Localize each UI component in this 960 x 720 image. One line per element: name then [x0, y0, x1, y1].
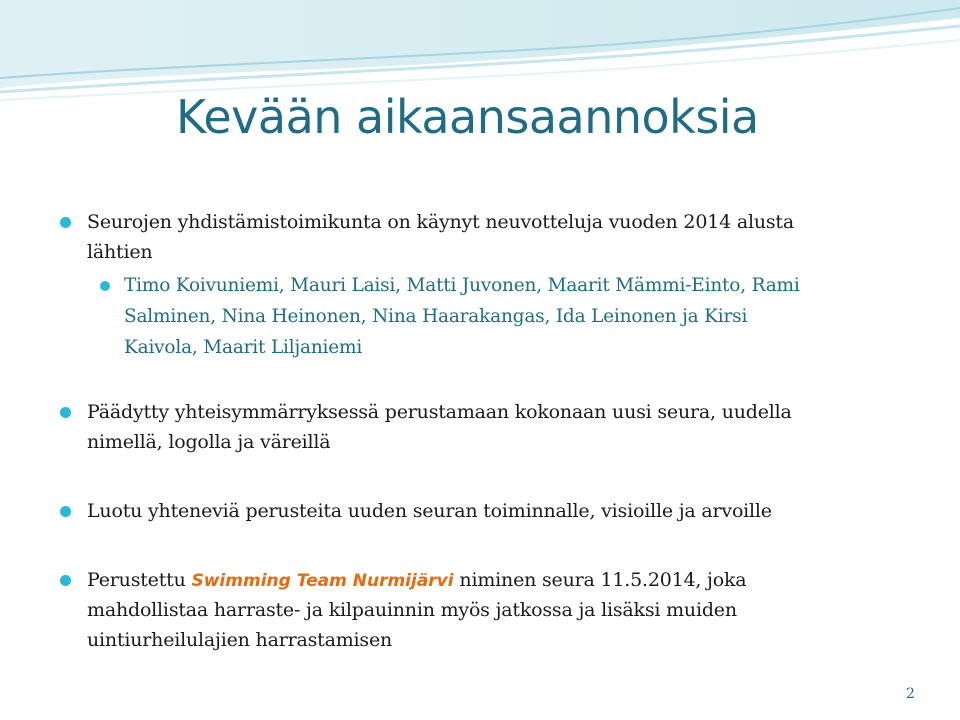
bullet-icon	[60, 217, 71, 228]
sub-bullet-text-line: Salminen, Nina Heinonen, Nina Haarakangas, Ida Leinonen ja Kirsi	[124, 306, 748, 327]
bullet-text-suffix: niminen seura 11.5.2014, joka	[453, 569, 747, 591]
page-number: 2	[906, 686, 915, 702]
bullet-text-line: lähtien	[87, 241, 153, 263]
bullet-text-line: Seurojen yhdistämistoimikunta on käynyt neuvotteluja vuoden 2014 alusta	[87, 211, 794, 233]
bullet-text-line: mahdollistaa harraste- ja kilpauinnin myös jatkossa ja lisäksi muiden	[87, 599, 737, 621]
bullet-text-line: Luotu yhteneviä perusteita uuden seuran toiminnalle, visioille ja arvoille	[87, 500, 772, 522]
club-name-logo-text: Swimming Team Nurmijärvi	[191, 571, 454, 591]
bullet-text-line: uintiurheilulajien harrastamisen	[87, 629, 393, 651]
bullet-text-line	[87, 565, 746, 596]
bullet-text-line: nimellä, logolla ja väreillä	[87, 431, 331, 453]
slide-title: Kevään aikaansaannoksia	[176, 90, 759, 144]
sub-bullet-text-line: Kaivola, Maarit Liljaniemi	[124, 337, 363, 358]
bullet-icon	[60, 506, 71, 517]
sub-bullet-icon	[100, 281, 110, 291]
sub-bullet-text-line: Timo Koivuniemi, Mauri Laisi, Matti Juvonen, Maarit Mämmi-Einto, Rami	[124, 275, 800, 296]
bullet-icon	[60, 407, 71, 418]
bullet-text-prefix: Perustettu	[87, 569, 192, 591]
bullet-text-line: Päädytty yhteisymmärryksessä perustamaan kokonaan uusi seura, uudella	[87, 401, 792, 423]
bullet-icon	[60, 575, 71, 586]
